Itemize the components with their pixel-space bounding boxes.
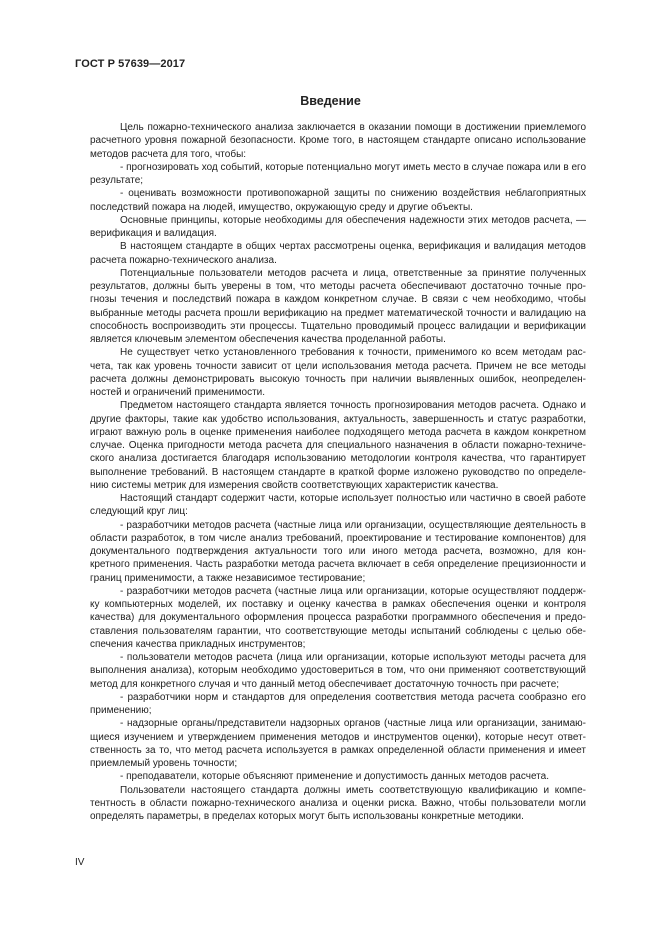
paragraph-users-confidence: Потенциальные пользователи методов расчета и лица, ответственные за принятие полученных результатов, должны быть уверены в том, что методы расчета обеспечивают достаточно точные прогнозы течения и последствий пожара в каждом конкретном случае. В связи с чем необходимо, чтобы выбранные методы расчета прошли верификацию на предмет математической точности и валидацию на способность воспроизводить эти процессы. Тщательно проводимый процесс валидации и верификации является ключевым элементом обеспечения качества проделанной работы.: [90, 267, 586, 345]
list-item-predict: - прогнозировать ход событий, которые потенциально могут иметь место в случае пожара или в его результате;: [90, 161, 586, 186]
paragraph-subject: Предметом настоящего стандарта является точность прогнозирования методов расчета. Однако и другие факторы, такие как удобство использования, актуальность, завершенность и статус разработки, играют важную роль в оценке применения наиболее подходящего метода расчета в каждом конкретном случае. Оценка пригодности метода расчета для специального назначения в области пожарно-технического анализа достигается благодаря использованию методологии контроля качества, что гарантирует выполнение требований. В настоящем стандарте в краткой форме изложено руководство по определению системы метрик для измерения свойств соответствующих характеристик качества.: [90, 400, 586, 491]
list-item-teachers: - преподаватели, которые объясняют применение и допустимость данных методов расчета.: [120, 771, 549, 783]
list-item-regulators: - надзорные органы/представители надзорных органов (частные лица или организации, занимающиеся изучением и утверждением применения методов и инструментов оценки), которые несут ответственность за то, что метод расчета используется в рамках определенной области применения и имеет приемлемый уровень точности;: [90, 718, 586, 769]
introduction-body: [90, 121, 586, 823]
paragraph-audience: Настоящий стандарт содержит части, которые использует полностью или частично в своей работе следующий круг лиц:: [90, 493, 586, 518]
list-item-users: - пользователи методов расчета (лица или организации, которые используют методы расчета для выполнения анализа), которым необходимо удостовериться в том, что они применяют соответствующий метод для конкретного случая и что данный метод обеспечивает достаточную точность при расчете;: [90, 652, 586, 690]
paragraph-purpose: Цель пожарно-технического анализа заключается в оказании помощи в достижении приемлемого расчетного уровня пожарной безопасности. Кроме того, в настоящем стандарте описано использование методов расчета для того, чтобы:: [90, 122, 586, 160]
list-item-standard-developers: - разработчики норм и стандартов для определения соответствия метода расчета сообразно его применению;: [90, 691, 586, 716]
list-item-maintainers: - разработчики методов расчета (частные лица или организации, которые осуществляют поддержку компьютерных моделей, их поставку и оценку качества в рамках обеспечения оценки и контроля качества) для документального оформления процесса разработки программного обеспечения и предоставления пользователям гарантии, что соответствующие методы испытаний соблюдены с целью обеспечения качества прикладных инструментов;: [90, 585, 586, 650]
paragraph-qualification: Пользователи настоящего стандарта должны иметь соответствующую квалификацию и компетентность в области пожарно-технического анализа и оценки риска. Важно, чтобы пользователи могли определять параметры, в пределах которых могут быть использованы конкретные методики.: [90, 784, 586, 822]
list-item-developers: - разработчики методов расчета (частные лица или организации, осуществляющие деятельность в области разработок, в том числе анализ требований, проектирование и тестирование компонентов) для документального подтверждения актуальности того или иного метода расчета, возможно, для конкретного применения. Часть разработки метода расчета включает в себя определение прецизионности и границ применимости, а также независимое тестирование;: [90, 519, 586, 584]
list-item-assess: - оценивать возможности противопожарной защиты по снижению воздействия неблагоприятных последствий пожара на людей, имущество, окружающую среду и другие объекты.: [90, 188, 586, 213]
paragraph-principles: Основные принципы, которые необходимы для обеспечения надежности этих методов расчета, — верификация и валидация.: [90, 214, 586, 239]
paragraph-accuracy: Не существует четко установленного требования к точности, применимого ко всем методам расчета, так как уровень точности зависит от цели использования метода расчета. Причем не все методы расчета должны демонстрировать высокую точность при наличии выявленных ошибок, неопределенностей и ограничений применимости.: [90, 347, 586, 398]
paragraph-scope: В настоящем стандарте в общих чертах рассмотрены оценка, верификация и валидация методов расчета пожарно-технического анализа.: [90, 241, 586, 266]
standard-code-header: ГОСТ Р 57639—2017: [75, 58, 186, 70]
section-title: Введение: [300, 94, 361, 108]
page-number: IV: [75, 857, 85, 868]
